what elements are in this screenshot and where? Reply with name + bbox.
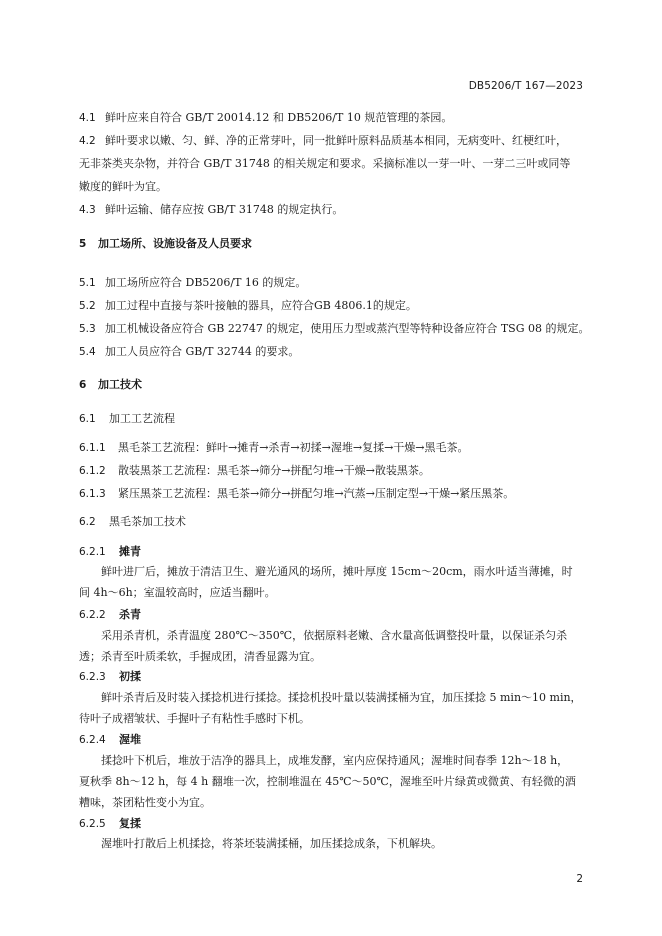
clause-text: 加工场所应符合 DB5206/T 16 的规定。 xyxy=(105,276,307,289)
paragraph-text: 鲜叶进厂后，摊放于清洁卫生、避光通风的场所，摊叶厚度 15cm～20cm，雨水叶适当薄摊，时 xyxy=(101,565,573,578)
clause-text: 加工机械设备应符合 GB 22747 的规定，使用压力型或蒸汽型等特种设备应符合 TSG 08 的规定。 xyxy=(105,322,590,335)
clause-number: 4.2 xyxy=(79,135,96,147)
paragraph-line xyxy=(79,796,211,810)
clause-title: 渥堆 xyxy=(119,733,141,746)
subsection-title: 加工工艺流程 xyxy=(109,412,175,425)
clause-text: 紧压黑茶工艺流程：黑毛茶→筛分→拼配匀堆→汽蒸→压制定型→干燥→紧压黑茶。 xyxy=(118,487,515,500)
clause-number: 6.1.2 xyxy=(79,465,106,477)
clause-number: 6.2.1 xyxy=(79,546,106,558)
clause-heading-6-2-1 xyxy=(79,545,141,559)
clause-title: 复揉 xyxy=(119,817,141,830)
paragraph-line xyxy=(79,712,310,726)
clause-4-2 xyxy=(79,134,567,148)
paragraph-text: 渥堆叶打散后上机揉捻，将茶坯装满揉桶，加压揉捻成条，下机解块。 xyxy=(101,837,442,850)
clause-number: 4.3 xyxy=(79,204,96,216)
clause-heading-6-2-4 xyxy=(79,733,141,747)
section-title: 加工技术 xyxy=(98,378,142,391)
section-title: 加工场所、设施设备及人员要求 xyxy=(98,237,252,250)
clause-text: 加工过程中直接与茶叶接触的器具，应符合GB 4806.1的规定。 xyxy=(105,299,417,312)
clause-4-2-cont xyxy=(79,180,167,194)
clause-6-1-1 xyxy=(79,441,469,455)
section-heading-6 xyxy=(79,378,142,392)
clause-number: 5.1 xyxy=(79,277,96,289)
paragraph-line xyxy=(101,565,573,579)
clause-text: 嫩度的鲜叶为宜。 xyxy=(79,180,167,193)
clause-number: 6.1.1 xyxy=(79,442,106,454)
paragraph-text: 揉捻叶下机后，堆放于洁净的器具上，成堆发酵，室内应保持通风；渥堆时间春季 12h～18 h， xyxy=(101,754,569,767)
clause-heading-6-2-3 xyxy=(79,670,141,684)
clause-title: 摊青 xyxy=(119,545,141,558)
paragraph-line xyxy=(101,754,568,768)
clause-number: 6.2.2 xyxy=(79,609,106,621)
paragraph-text: 夏秋季 8h～12 h，每 4 h 翻堆一次，控制堆温在 45℃～50℃，渥堆至叶片绿黄或微黄、有轻微的酒 xyxy=(79,775,576,788)
paragraph-line xyxy=(101,691,582,705)
clause-number: 5.4 xyxy=(79,346,96,358)
clause-text: 鲜叶应来自符合 GB/T 20014.12 和 DB5206/T 10 规范管理的茶园。 xyxy=(105,111,453,124)
clause-5-2 xyxy=(79,299,417,313)
clause-number: 6.2.3 xyxy=(79,671,106,683)
clause-title: 初揉 xyxy=(119,670,141,683)
clause-heading-6-2-2 xyxy=(79,608,141,622)
clause-5-1 xyxy=(79,276,306,290)
clause-text: 鲜叶要求以嫩、匀、鲜、净的正常芽叶，同一批鲜叶原料品质基本相同，无病变叶、红梗红叶， xyxy=(105,134,567,147)
paragraph-text: 鲜叶杀青后及时装入揉捻机进行揉捻。揉捻机投叶量以装满揉桶为宜，加压揉捻 5 min～10 min， xyxy=(101,691,582,704)
clause-6-1-3 xyxy=(79,487,514,501)
clause-number: 5.3 xyxy=(79,323,96,335)
subsection-title: 黑毛茶加工技术 xyxy=(109,515,186,528)
clause-text: 无非茶类夹杂物，并符合 GB/T 31748 的相关规定和要求。采摘标准以一芽一叶、一芽二三叶或同等 xyxy=(79,157,571,170)
document-code: DB5206/T 167—2023 xyxy=(468,80,583,92)
paragraph-line xyxy=(79,586,276,600)
paragraph-text: 待叶子成褶皱状、手握叶子有粘性手感时下机。 xyxy=(79,712,310,725)
clause-number: 6.2.5 xyxy=(79,818,106,830)
paragraph-text: 透；杀青至叶质柔软，手握成团，清香显露为宜。 xyxy=(79,650,321,663)
clause-4-1 xyxy=(79,111,452,125)
clause-text: 散装黑茶工艺流程：黑毛茶→筛分→拼配匀堆→干燥→散装黑茶。 xyxy=(118,464,430,477)
clause-number: 6.1.3 xyxy=(79,488,106,500)
section-heading-5 xyxy=(79,237,252,251)
clause-6-1-2 xyxy=(79,464,430,478)
subsection-number: 6.2 xyxy=(79,516,96,528)
clause-4-3 xyxy=(79,203,343,217)
clause-number: 4.1 xyxy=(79,112,96,124)
clause-5-4 xyxy=(79,345,299,359)
clause-4-2-cont xyxy=(79,157,570,171)
paragraph-text: 间 4h～6h；室温较高时，应适当翻叶。 xyxy=(79,586,276,599)
clause-5-3 xyxy=(79,322,590,336)
paragraph-line xyxy=(79,650,321,664)
subsection-heading-6-1 xyxy=(79,412,175,426)
clause-text: 加工人员应符合 GB/T 32744 的要求。 xyxy=(105,345,300,358)
paragraph-line xyxy=(101,629,567,643)
clause-number: 5.2 xyxy=(79,300,96,312)
section-number: 5 xyxy=(79,238,87,250)
page-number: 2 xyxy=(576,873,583,885)
clause-text: 黑毛茶工艺流程：鲜叶→摊青→杀青→初揉→渥堆→复揉→干燥→黑毛茶。 xyxy=(118,441,469,454)
subsection-number: 6.1 xyxy=(79,413,96,425)
clause-text: 鲜叶运输、储存应按 GB/T 31748 的规定执行。 xyxy=(105,203,344,216)
subsection-heading-6-2 xyxy=(79,515,186,529)
clause-title: 杀青 xyxy=(119,608,141,621)
paragraph-line xyxy=(101,837,442,851)
paragraph-line xyxy=(79,775,576,789)
clause-number: 6.2.4 xyxy=(79,734,106,746)
section-number: 6 xyxy=(79,379,87,391)
paragraph-text: 糟味，茶团粘性变小为宜。 xyxy=(79,796,211,809)
paragraph-text: 采用杀青机，杀青温度 280℃～350℃，依据原料老嫩、含水量高低调整投叶量，以保证杀匀杀 xyxy=(101,629,568,642)
clause-heading-6-2-5 xyxy=(79,817,141,831)
